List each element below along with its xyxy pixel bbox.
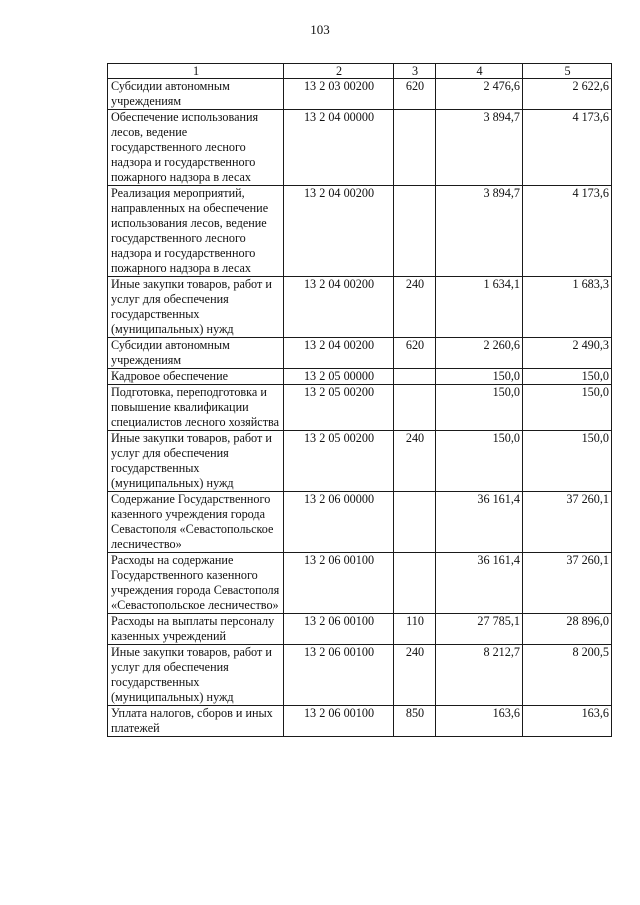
row-value-5: 37 260,1	[523, 492, 612, 553]
row-value-5: 37 260,1	[523, 553, 612, 614]
row-code: 13 2 06 00100	[284, 706, 394, 737]
row-value-4: 27 785,1	[436, 614, 523, 645]
row-code: 13 2 05 00200	[284, 385, 394, 431]
row-code: 13 2 04 00200	[284, 338, 394, 369]
column-header: 4	[436, 64, 523, 79]
row-expense-type: 620	[394, 338, 436, 369]
row-expense-type: 620	[394, 79, 436, 110]
column-header: 2	[284, 64, 394, 79]
row-value-5: 163,6	[523, 706, 612, 737]
budget-table	[107, 63, 612, 737]
table-row	[108, 645, 612, 706]
row-value-4: 2 260,6	[436, 338, 523, 369]
row-expense-type	[394, 110, 436, 186]
table-row	[108, 186, 612, 277]
table-row	[108, 277, 612, 338]
row-expense-type	[394, 385, 436, 431]
row-expense-type	[394, 553, 436, 614]
row-value-5: 150,0	[523, 369, 612, 385]
row-name: Иные закупки товаров, работ и услуг для обеспечения государственных (муниципальных) нужд	[108, 431, 284, 492]
row-expense-type	[394, 369, 436, 385]
row-code: 13 2 06 00000	[284, 492, 394, 553]
row-code: 13 2 06 00100	[284, 553, 394, 614]
column-header: 5	[523, 64, 612, 79]
row-name: Иные закупки товаров, работ и услуг для обеспечения государственных (муниципальных) нужд	[108, 645, 284, 706]
row-value-5: 1 683,3	[523, 277, 612, 338]
row-expense-type	[394, 186, 436, 277]
row-value-5: 4 173,6	[523, 110, 612, 186]
row-code: 13 2 05 00200	[284, 431, 394, 492]
row-value-4: 3 894,7	[436, 110, 523, 186]
row-name: Иные закупки товаров, работ и услуг для обеспечения государственных (муниципальных) нужд	[108, 277, 284, 338]
row-name: Субсидии автономным учреждениям	[108, 338, 284, 369]
row-code: 13 2 04 00200	[284, 277, 394, 338]
row-code: 13 2 04 00000	[284, 110, 394, 186]
row-value-5: 150,0	[523, 431, 612, 492]
table-row	[108, 338, 612, 369]
row-value-5: 150,0	[523, 385, 612, 431]
table-row	[108, 369, 612, 385]
row-value-5: 4 173,6	[523, 186, 612, 277]
row-code: 13 2 06 00100	[284, 645, 394, 706]
row-value-4: 2 476,6	[436, 79, 523, 110]
row-value-4: 1 634,1	[436, 277, 523, 338]
row-name: Уплата налогов, сборов и иных платежей	[108, 706, 284, 737]
row-expense-type: 850	[394, 706, 436, 737]
row-name: Расходы на содержание Государственного казенного учреждения города Севастополя «Севастопольское лесничество»	[108, 553, 284, 614]
row-value-4: 150,0	[436, 431, 523, 492]
column-header: 1	[108, 64, 284, 79]
row-name: Реализация мероприятий, направленных на обеспечение использования лесов, ведение государственного лесного надзора и государственного пожарного надзора в лесах	[108, 186, 284, 277]
row-name: Подготовка, переподготовка и повышение квалификации специалистов лесного хозяйства	[108, 385, 284, 431]
row-expense-type: 110	[394, 614, 436, 645]
row-value-4: 36 161,4	[436, 553, 523, 614]
table-row	[108, 614, 612, 645]
row-value-4: 150,0	[436, 369, 523, 385]
table-row	[108, 385, 612, 431]
table-row	[108, 79, 612, 110]
row-value-5: 8 200,5	[523, 645, 612, 706]
row-value-4: 3 894,7	[436, 186, 523, 277]
table-row	[108, 431, 612, 492]
row-expense-type: 240	[394, 431, 436, 492]
row-expense-type: 240	[394, 277, 436, 338]
row-value-5: 2 490,3	[523, 338, 612, 369]
row-name: Обеспечение использования лесов, ведение государственного лесного надзора и государственного пожарного надзора в лесах	[108, 110, 284, 186]
row-name: Кадровое обеспечение	[108, 369, 284, 385]
row-value-4: 150,0	[436, 385, 523, 431]
column-header: 3	[394, 64, 436, 79]
row-code: 13 2 04 00200	[284, 186, 394, 277]
row-expense-type: 240	[394, 645, 436, 706]
row-name: Содержание Государственного казенного учреждения города Севастополя «Севастопольское лесничество»	[108, 492, 284, 553]
row-value-4: 36 161,4	[436, 492, 523, 553]
table-row	[108, 492, 612, 553]
row-code: 13 2 05 00000	[284, 369, 394, 385]
row-name: Расходы на выплаты персоналу казенных учреждений	[108, 614, 284, 645]
row-code: 13 2 03 00200	[284, 79, 394, 110]
row-value-5: 2 622,6	[523, 79, 612, 110]
table-row	[108, 706, 612, 737]
row-value-4: 8 212,7	[436, 645, 523, 706]
table-header-row	[108, 64, 612, 79]
row-code: 13 2 06 00100	[284, 614, 394, 645]
row-value-5: 28 896,0	[523, 614, 612, 645]
row-value-4: 163,6	[436, 706, 523, 737]
row-name: Субсидии автономным учреждениям	[108, 79, 284, 110]
table-row	[108, 110, 612, 186]
row-expense-type	[394, 492, 436, 553]
table-row	[108, 553, 612, 614]
page-number: 103	[310, 22, 330, 37]
